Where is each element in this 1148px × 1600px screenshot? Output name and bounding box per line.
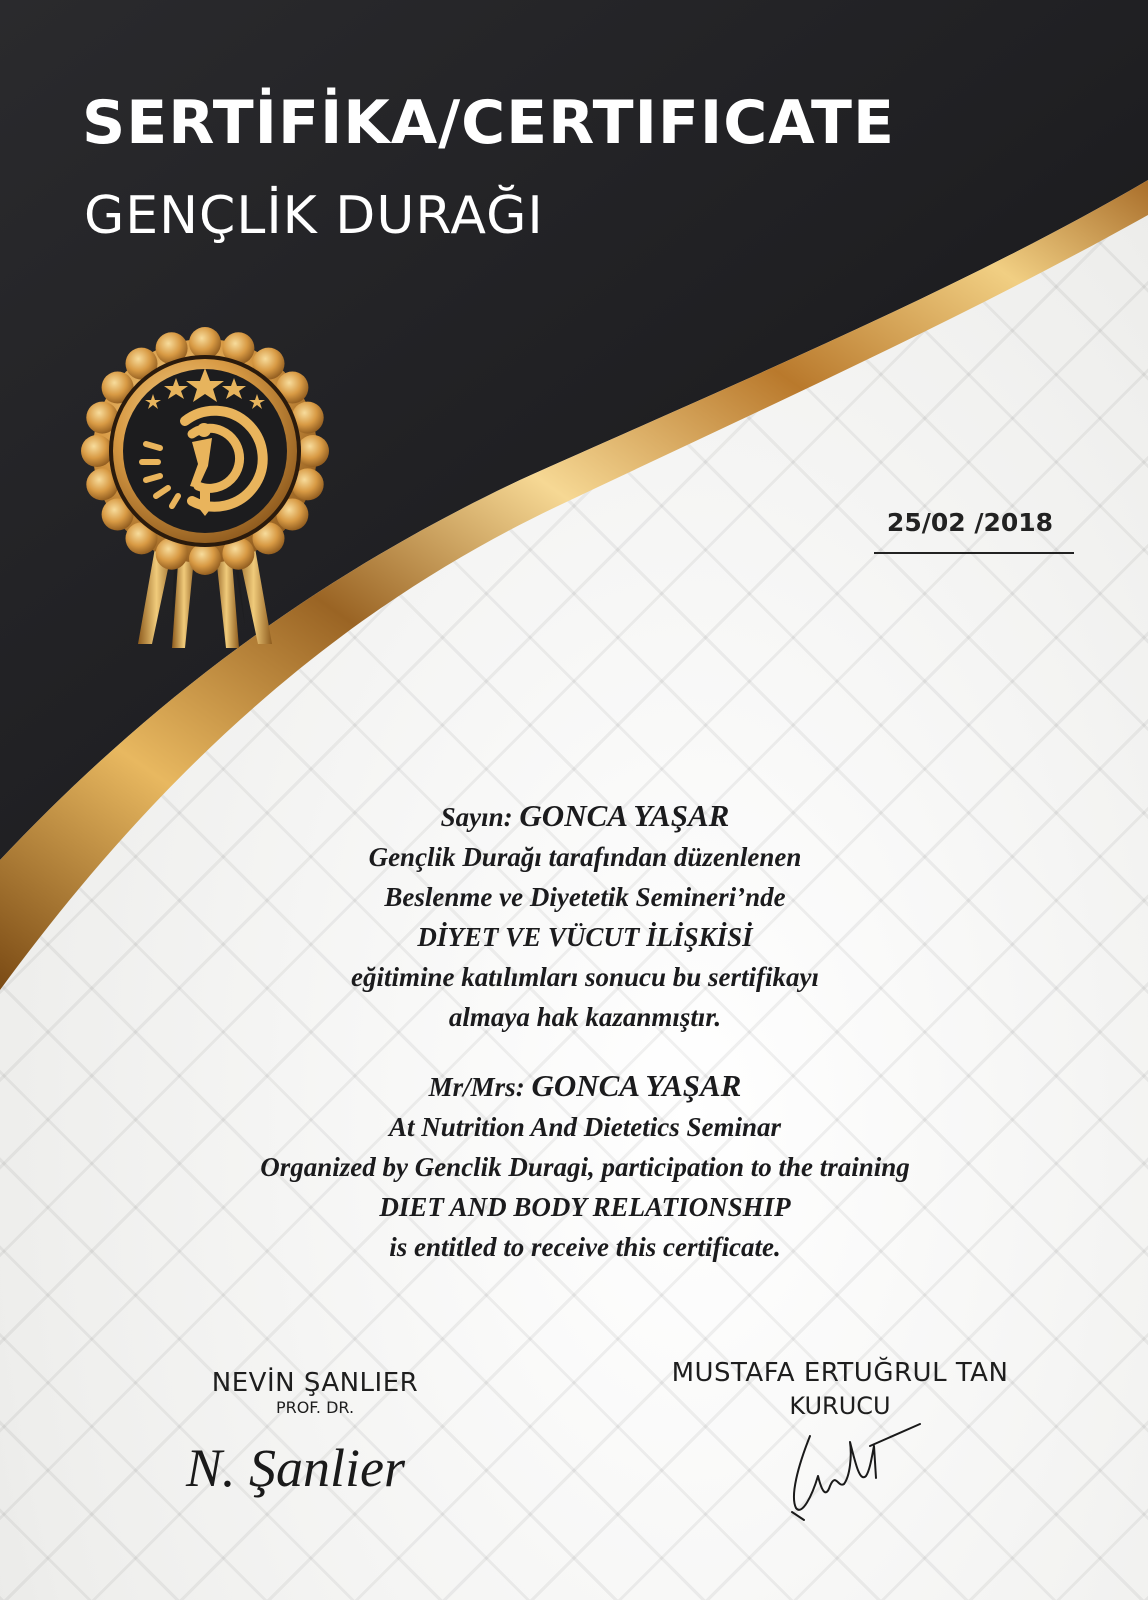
english-line-5: is entitled to receive this certificate.	[389, 1232, 781, 1262]
signer-right	[660, 1358, 1020, 1420]
english-course-title: DIET AND BODY RELATIONSHIP	[379, 1192, 791, 1222]
turkish-recipient-prefix: Sayın:	[440, 802, 513, 832]
turkish-recipient-name: GONCA YAŞAR	[519, 798, 730, 833]
english-recipient-name: GONCA YAŞAR	[531, 1068, 742, 1103]
signer-left	[200, 1368, 430, 1417]
rosette-scallop	[189, 327, 221, 359]
signature-left	[180, 1418, 450, 1508]
rosette-scallop	[297, 435, 329, 467]
english-recipient-prefix: Mr/Mrs:	[428, 1072, 525, 1102]
turkish-recipient-line	[170, 796, 1000, 837]
organization-name: GENÇLİK DURAĞI	[84, 186, 544, 246]
turkish-statement	[170, 796, 1000, 1037]
english-line-2: At Nutrition And Dietetics Seminar	[388, 1112, 782, 1142]
english-line-3: Organized by Genclik Duragi, participation to the training	[260, 1152, 910, 1182]
rosette-scallop	[81, 435, 113, 467]
turkish-line-3: Beslenme ve Diyetetik Semineri’nde	[384, 882, 786, 912]
award-seal-icon	[80, 326, 330, 656]
rosette-scallop	[189, 543, 221, 575]
date-underline	[874, 552, 1074, 554]
turkish-line-5: eğitimine katılımları sonucu bu sertifikayı	[350, 962, 820, 992]
signer-right-title: KURUCU	[789, 1392, 891, 1420]
signer-left-name: NEVİN ŞANLIER	[211, 1368, 419, 1398]
signer-left-title: PROF. DR.	[275, 1398, 355, 1417]
signer-right-name: MUSTAFA ERTUĞRUL TAN	[671, 1358, 1009, 1388]
signature-right	[780, 1416, 930, 1526]
signature-left-text: N. Şanlier	[186, 1438, 406, 1498]
english-recipient-line	[170, 1066, 1000, 1107]
english-statement	[170, 1066, 1000, 1267]
turkish-line-6: almaya hak kazanmıştır.	[448, 1002, 722, 1032]
issue-date: 25/02 /2018	[886, 508, 1054, 537]
turkish-line-2: Gençlik Durağı tarafından düzenlenen	[368, 842, 802, 872]
certificate-title: SERTİFİKA/CERTIFICATE	[82, 88, 895, 158]
turkish-course-title: DİYET VE VÜCUT İLİŞKİSİ	[417, 922, 753, 952]
